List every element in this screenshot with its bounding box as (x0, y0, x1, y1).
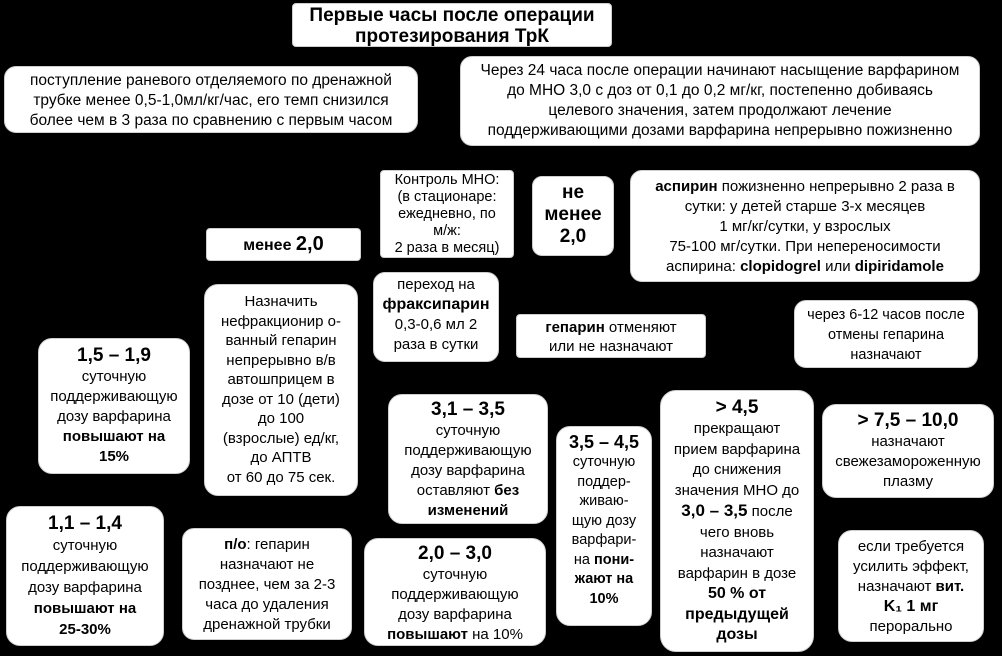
title-line-2: протезирования ТрК (354, 26, 550, 47)
heparin-cancel-box: гепарин отменяют или не назначают (516, 314, 706, 358)
inr-7-5-10-box: > 7,5 – 10,0 назначают свежезамороженную плазму (822, 404, 994, 498)
fraxiparin-box: переход на фраксипарин 0,3-0,6 мл 2 раза в сутки (373, 272, 499, 362)
inr-less-2-box: менее 2,0 (206, 228, 361, 261)
inr-not-less-2-box: не менее 2,0 (532, 176, 614, 256)
heparin-assign-box: Назначить нефракционир о- ванный гепарин непрерывно в/в автошприцем в дозе от 10 (дети) до 100 (взрослые) ед/кг, до АПТВ от 60 до 75 сек. (204, 284, 358, 496)
inr-2-0-3-0-box: 2,0 – 3,0 суточную поддерживающую дозу варфарина повышают на 10% (364, 538, 546, 646)
inr-above-4-5-box: > 4,5 прекращают прием варфарина до снижения значения МНО до 3,0 – 3,5 после чего вновь назначают варфарин в дозе 50 % от предыдущей дозы (660, 390, 814, 652)
inr-1-1-1-4-box: 1,1 – 1,4 суточную поддерживающую дозу варфарина повышают на 25-30% (6, 506, 164, 646)
title-line-1: Первые часы после операции (309, 5, 595, 26)
inr-3-5-4-5-box: 3,5 – 4,5 суточную поддер- живаю- щую дозу варфари- на пони- жают на 10% (556, 426, 652, 626)
postop-heparin-box: п/о: гепарин назначают не позднее, чем за 2-3 часа до удаления дренажной трубки (182, 528, 352, 640)
after-heparin-box: через 6-12 часов после отмены гепарина назначают (794, 300, 978, 368)
aspirin-box: аспирин пожизненно непрерывно 2 раза в сутки: у детей старше 3-х месяцев 1 мг/кг/сутки, у взрослых 75-100 мг/сутки. При непереносимости аспирина: clopidogrel или dipiridamole (630, 170, 980, 282)
drainage-criteria-box: поступление раневого отделяемого по дренажной трубке менее 0,5-1,0мл/кг/час, его темп снизился более чем в 3 раза по сравнению с первым часом (4, 66, 418, 133)
diagram-title (292, 3, 612, 47)
inr-1-5-1-9-box: 1,5 – 1,9 суточную поддерживающую дозу варфарина повышают на 15% (38, 338, 190, 474)
warfarin-start-box: Через 24 часа после операции начинают насыщение варфарином до МНО 3,0 с доз от 0,1 до 0,2 мг/кг, постепенно добиваясь целевого значения, затем продолжают лечение поддерживающими дозами варфарина непрерывно пожизненно (460, 56, 980, 146)
inr-control-box: Контроль МНО: (в стационаре: ежедневно, по м/ж: 2 раза в месяц) (380, 170, 514, 258)
inr-3-1-3-5-box: 3,1 – 3,5 суточную поддерживающую дозу варфарина оставляют без изменений (388, 394, 548, 524)
vitamin-k-box: если требуется усилить эффект, назначают вит. K₁ 1 мг перорально (838, 530, 984, 642)
